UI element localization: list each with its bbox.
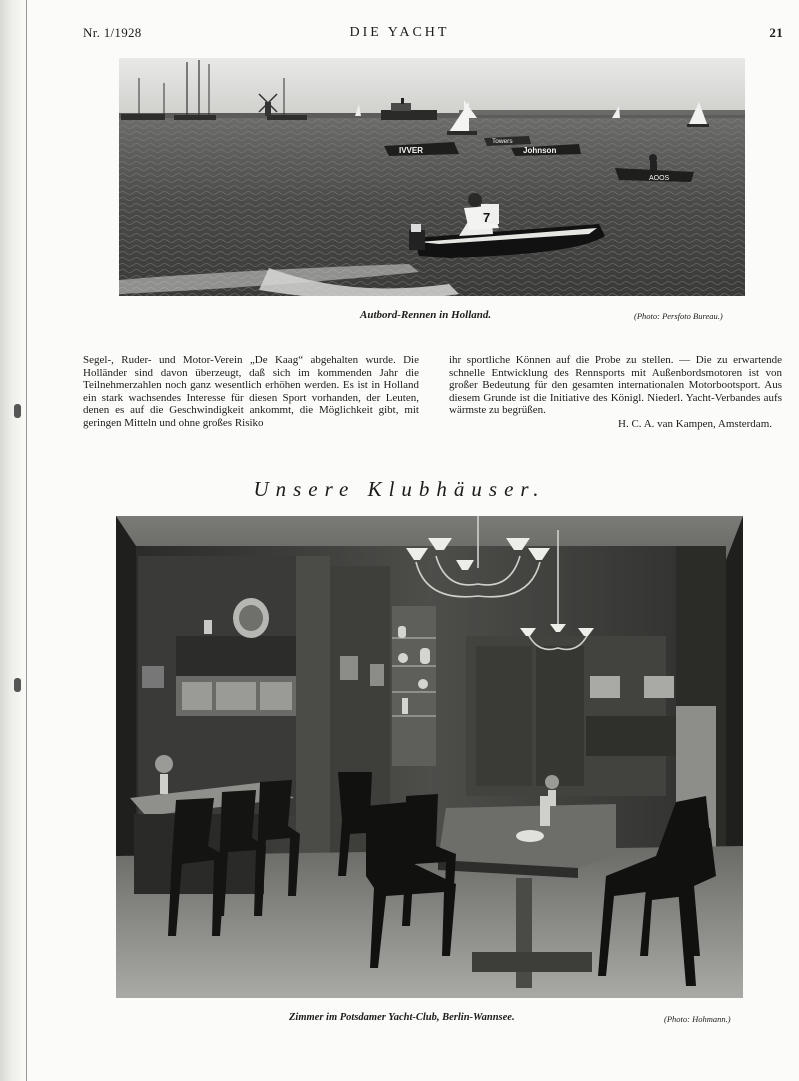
club-room-credit: (Photo: Hohmann.) — [664, 1014, 731, 1024]
article-author: H. C. A. van Kampen, Amsterdam. — [618, 417, 772, 430]
club-room-caption: Zimmer im Potsdamer Yacht-Club, Berlin-Wannsee. — [289, 1012, 515, 1023]
boat-label: Towers — [492, 138, 513, 145]
binding-line — [26, 0, 27, 1081]
race-photo-caption: Autbord-Rennen in Holland. — [360, 309, 492, 321]
article-column-right — [449, 354, 782, 431]
race-photo-credit: (Photo: Persfoto Bureau.) — [634, 311, 723, 321]
magazine-title: DIE YACHT — [349, 25, 450, 40]
section-title: Unsere Klubhäuser. — [253, 477, 546, 501]
binding-mark — [14, 404, 21, 418]
binding-mark — [14, 678, 21, 692]
outboard-race-photo — [119, 58, 745, 296]
issue-number: Nr. 1/1928 — [83, 25, 142, 40]
article-paragraph: Segel-, Ruder- und Motor-Verein „De Kaag“ abgehalten wurde. Die Holländer sind davon überzeugt, daß sich im kommenden Jahr die Teilnehmerzahlen noch ganz wesentlich erhöhen werden. Es ist in Holland ein stark wachsendes Interesse für diesen Sport vorhanden, der Leuten, denen es auf die Geschwindigkeit ankommt, die Möglichkeit gibt, mit geringen Mitteln und ohne großes Risiko — [83, 354, 419, 429]
article-paragraph: ihr sportliche Können auf die Probe zu stellen. — Die zu erwartende schnelle Entwicklung des Rennsports mit Außenbordsmotoren ist von großer Bedeutung für den gesamten internationalen Motorbootsport. Aus diesem Grunde ist die Initiative des Königl. Niederl. Yacht-Verbandes aufs wärmste zu begrüßen. — [449, 354, 782, 417]
boat-label: Johnson — [523, 146, 557, 155]
boat-label: IVVER — [399, 146, 424, 155]
page-number: 21 — [769, 25, 783, 40]
boat-label: 7 — [483, 210, 491, 225]
club-room-photo — [116, 516, 743, 998]
boat-label: AOOS — [649, 175, 670, 182]
article-column-left — [83, 354, 419, 430]
